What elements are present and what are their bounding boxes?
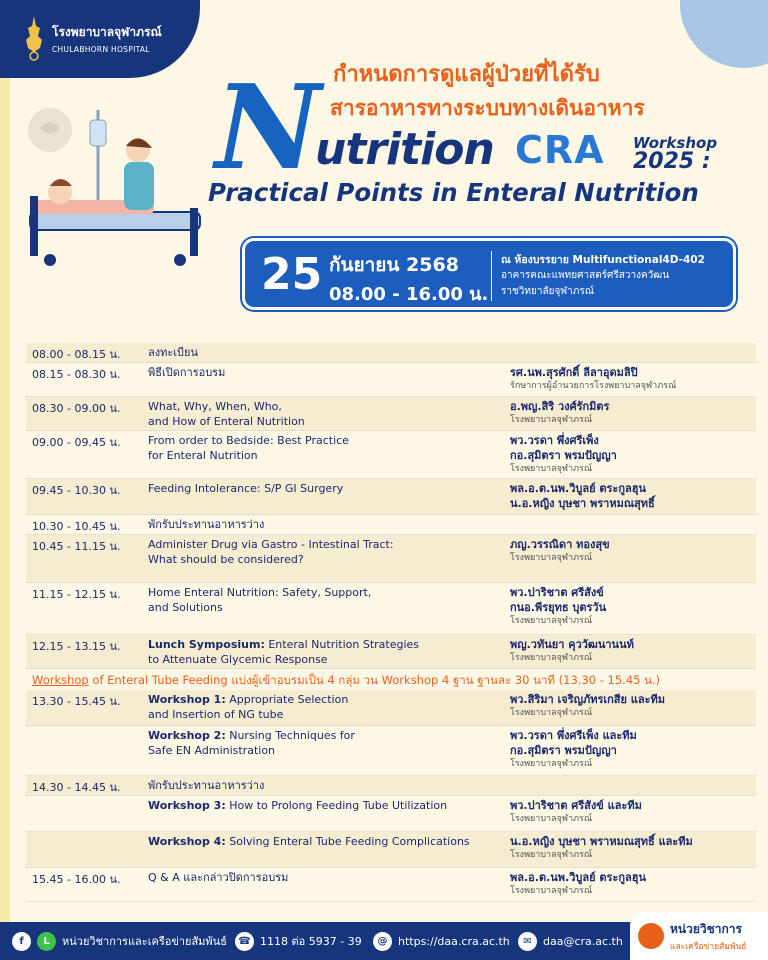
session-topic: [148, 778, 264, 793]
session-time: 10.45 - 11.15 น.: [32, 540, 121, 553]
title-th-line1: กำหนดการดูแลผู้ป่วยที่ได้รับ: [333, 62, 600, 87]
subtitle: Practical Points in Enteral Nutrition: [208, 178, 699, 207]
footer-website: [373, 922, 510, 960]
speaker-name: อ.พญ.สิริ วงศ์รักมิตร: [510, 400, 610, 413]
session-time: 08.30 - 09.00 น.: [32, 402, 121, 415]
session-topic-line: Q & A และกล่าวปิดการอบรม: [148, 871, 289, 884]
session-topic-line: พิธีเปิดการอบรม: [148, 366, 226, 379]
session-speakers: [510, 537, 610, 565]
phone-icon: ☎: [235, 932, 254, 951]
speaker-affiliation: โรงพยาบาลจุฬาภรณ์: [510, 415, 593, 425]
session-topic-line: Home Enteral Nutrition: Safety, Support,: [148, 586, 372, 599]
unit-logo: [630, 912, 768, 960]
venue-college: ราชวิทยาลัยจุฬาภรณ์: [501, 286, 594, 297]
session-topic-bold: Workshop 4:: [148, 835, 226, 848]
session-topic-line: What should be considered?: [148, 553, 304, 566]
session-topic-bold: Lunch Symposium:: [148, 638, 265, 651]
footer-phone: [235, 922, 362, 960]
footer-unit: หน่วยวิชาการและเครือข่ายสัมพันธ์: [62, 935, 227, 948]
session-speakers: [510, 365, 676, 393]
venue-building: อาคารคณะแพทยศาสตร์ศรีสวางควัฒน: [501, 270, 670, 281]
schedule-row: [26, 515, 756, 535]
session-speakers: [510, 433, 617, 476]
schedule-row: [26, 635, 756, 669]
speaker-affiliation: รักษาการผู้อำนวยการโรงพยาบาลจุฬาภรณ์: [510, 381, 677, 391]
session-topic-line: Administer Drug via Gastro - Intestinal Tract:: [148, 538, 394, 551]
speaker-affiliation: โรงพยาบาลจุฬาภรณ์: [510, 708, 593, 718]
footer: [0, 922, 768, 960]
session-speakers: [510, 692, 665, 720]
hospital-emblem-icon: [22, 14, 46, 62]
session-speakers: [510, 585, 606, 628]
event-day: 25: [261, 249, 323, 300]
speaker-name: พว.วรดา พึ่งศรีเพ็ง และทีม: [510, 729, 637, 742]
session-topic-line: พักรับประทานอาหารว่าง: [148, 779, 265, 792]
session-topic-bold: Workshop 2:: [148, 729, 226, 742]
schedule-row: [26, 535, 756, 583]
speaker-affiliation: โรงพยาบาลจุฬาภรณ์: [510, 653, 593, 663]
line-icon[interactable]: L: [37, 932, 56, 951]
speaker-affiliation: โรงพยาบาลจุฬาภรณ์: [510, 759, 593, 769]
speaker-name: รศ.นพ.สุรศักดิ์ ลีลาอุดมลิปิ: [510, 366, 638, 379]
session-time: 09.00 - 09.45 น.: [32, 436, 121, 449]
session-speakers: [510, 637, 634, 665]
unit-logo-line1: หน่วยวิชาการ: [670, 921, 742, 936]
event-info-box: [242, 238, 736, 310]
schedule-row: [26, 796, 756, 832]
speaker-name: น.อ.หญิง บุษชา พราหมณสุทธิ์ และทีม: [510, 835, 693, 848]
session-topic: [148, 798, 447, 813]
session-topic-bold: Workshop 3:: [148, 799, 226, 812]
schedule-row: [26, 726, 756, 776]
session-topic-line: to Attenuate Glycemic Response: [148, 653, 328, 666]
speaker-affiliation: โรงพยาบาลจุฬาภรณ์: [510, 814, 593, 824]
speaker-name: กอ.สุมิตรา พรมปัญญา: [510, 449, 617, 462]
speaker-affiliation: โรงพยาบาลจุฬาภรณ์: [510, 464, 593, 474]
phone-number[interactable]: 1118 ต่อ 5937 - 39: [260, 935, 362, 948]
schedule-row: [26, 868, 756, 902]
header-band: [0, 0, 200, 78]
session-topic: [148, 728, 355, 758]
event-time: 08.00 - 16.00 น.: [329, 284, 489, 305]
schedule-row: [26, 479, 756, 515]
brand-cra: CRA: [515, 128, 605, 172]
unit-emblem-icon: [638, 923, 664, 949]
session-speakers: [510, 798, 642, 826]
session-topic: [148, 692, 348, 722]
session-topic-line: for Enteral Nutrition: [148, 449, 258, 462]
speaker-affiliation: โรงพยาบาลจุฬาภรณ์: [510, 553, 593, 563]
session-topic: [148, 345, 198, 360]
workshop-banner: [26, 669, 756, 690]
schedule-row: [26, 397, 756, 431]
session-topic: [148, 537, 394, 567]
workshop-year: 2025 :: [633, 149, 711, 174]
session-topic-line: From order to Bedside: Best Practice: [148, 434, 349, 447]
session-topic-line: Feeding Intolerance: S/P GI Surgery: [148, 482, 344, 495]
speaker-name: ภญ.วรรณิดา ทองสุข: [510, 538, 610, 551]
session-topic-bold: Workshop 1:: [148, 693, 226, 706]
speaker-name: กนอ.พีรยุทธ บุตรวัน: [510, 601, 607, 614]
schedule-row: [26, 583, 756, 635]
session-time: 08.00 - 08.15 น.: [32, 348, 121, 361]
schedule-row: [26, 690, 756, 726]
footer-email: [518, 922, 623, 960]
session-speakers: [510, 870, 646, 898]
email-icon: ✉: [518, 932, 537, 951]
speaker-name: พว.ปาริชาต ศรีสังข์: [510, 586, 604, 599]
session-topic-line: How to Prolong Feeding Tube Utilization: [225, 799, 448, 812]
session-topic-line: and Insertion of NG tube: [148, 708, 284, 721]
divider: [491, 251, 492, 301]
session-topic-line: and Solutions: [148, 601, 223, 614]
speaker-name: พล.อ.ต.นพ.วิบูลย์ ตระกูลฮุน: [510, 871, 646, 884]
session-topic-line: Appropriate Selection: [225, 693, 349, 706]
footer-social: [12, 922, 227, 960]
title-nutrition: utrition: [315, 124, 494, 175]
decor-strip: [0, 78, 10, 938]
session-topic-line: พักรับประทานอาหารว่าง: [148, 518, 265, 531]
session-topic-line: Solving Enteral Tube Feeding Complications: [225, 835, 470, 848]
session-topic: [148, 517, 264, 532]
venue-room: ณ ห้องบรรยาย Multifunctional4D-402: [501, 254, 705, 266]
session-time: 12.15 - 13.15 น.: [32, 640, 121, 653]
session-time: 15.45 - 16.00 น.: [32, 873, 121, 886]
schedule-table: [26, 343, 756, 902]
patient-bed-illustration: [20, 100, 210, 275]
speaker-affiliation: โรงพยาบาลจุฬาภรณ์: [510, 886, 593, 896]
session-topic: [148, 399, 305, 429]
workshop-banner-label: Workshop: [32, 673, 89, 687]
title-th-line2: สารอาหารทางระบบทางเดินอาหาร: [330, 96, 645, 120]
speaker-name: พว.สิริมา เจริญภัทรเกสีย และทีม: [510, 693, 666, 706]
session-topic-line: Safe EN Administration: [148, 744, 276, 757]
session-topic-line: ลงทะเบียน: [148, 346, 198, 359]
event-month-year: กันยายน 2568: [329, 254, 459, 276]
session-topic-line: Enteral Nutrition Strategies: [264, 638, 420, 651]
unit-logo-line2: และเครือข่ายสัมพันธ์: [670, 941, 747, 952]
speaker-name: พว.ปาริชาต ศรีสังข์ และทีม: [510, 799, 642, 812]
title-big-n: N: [215, 60, 322, 196]
session-time: 08.15 - 08.30 น.: [32, 368, 121, 381]
session-time: 09.45 - 10.30 น.: [32, 484, 121, 497]
session-time: 14.30 - 14.45 น.: [32, 781, 121, 794]
schedule-row: [26, 776, 756, 796]
session-speakers: [510, 399, 609, 427]
decor-circle: [680, 0, 768, 68]
speaker-affiliation: โรงพยาบาลจุฬาภรณ์: [510, 616, 593, 626]
speaker-affiliation: โรงพยาบาลจุฬาภรณ์: [510, 850, 593, 860]
speaker-name: พญ.วทันยา คุววัฒนานนท์: [510, 638, 634, 651]
session-topic-line: and How of Enteral Nutrition: [148, 415, 305, 428]
schedule-row: [26, 832, 756, 868]
session-speakers: [510, 834, 693, 862]
session-topic: [148, 585, 371, 615]
speaker-name: น.อ.หญิง บุษชา พราหมณสุทธิ์: [510, 497, 655, 510]
speaker-name: พว.วรดา พึ่งศรีเพ็ง: [510, 434, 599, 447]
hospital-name-en: CHULABHORN HOSPITAL: [52, 44, 150, 54]
hospital-logo: [22, 14, 162, 62]
session-time: 13.30 - 15.45 น.: [32, 695, 121, 708]
session-topic: [148, 870, 288, 885]
workshop-banner-text: of Enteral Tube Feeding แบ่งผู้เข้าอบรมเป็น 4 กลุ่ม วน Workshop 4 ฐาน ฐานละ 30 นาที (13.30 - 15.45 น.): [88, 673, 661, 687]
schedule-row: [26, 363, 756, 397]
session-topic-line: Nursing Techniques for: [225, 729, 355, 742]
facebook-icon[interactable]: f: [12, 932, 31, 951]
schedule-row: [26, 343, 756, 363]
email-link[interactable]: daa@cra.ac.th: [543, 934, 623, 948]
speaker-name: พล.อ.ต.นพ.วิบูลย์ ตระกูลฮุน: [510, 482, 646, 495]
web-icon: @: [373, 932, 392, 951]
session-speakers: [510, 728, 637, 771]
session-speakers: [510, 481, 655, 511]
session-time: 11.15 - 12.15 น.: [32, 588, 121, 601]
session-time: 10.30 - 10.45 น.: [32, 520, 121, 533]
session-topic: [148, 365, 225, 380]
session-topic: [148, 433, 349, 463]
speaker-name: กอ.สุมิตรา พรมปัญญา: [510, 744, 617, 757]
session-topic: [148, 481, 343, 496]
hospital-name-th: โรงพยาบาลจุฬาภรณ์: [52, 24, 162, 39]
session-topic: [148, 637, 419, 667]
session-topic: [148, 834, 470, 849]
session-topic-line: What, Why, When, Who,: [148, 400, 282, 413]
schedule-row: [26, 431, 756, 479]
website-link[interactable]: https://daa.cra.ac.th: [398, 934, 510, 948]
workshop-word: Workshop: [633, 134, 718, 152]
